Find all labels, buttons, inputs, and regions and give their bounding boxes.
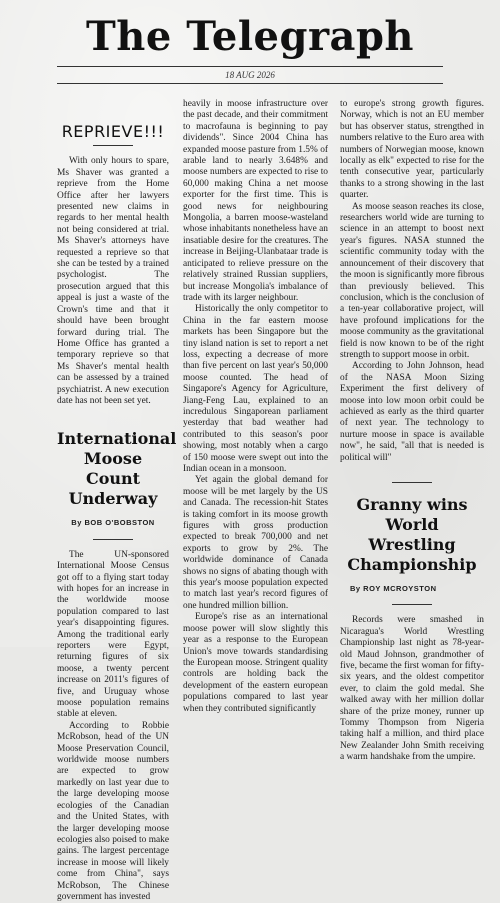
article-granny-body: Records were smashed in Nicaragua's World Wrestling Championship last night as 78-year-old Maud Johnson, grandmother of five, became the first woman for fifty-six years, and the oldest competitor ever, to claim the gold medal. She walked away with her million dollar share of the prize money, runner up Tommy Thompson from Nigeria taking half a million, and third place New Zealander John Smith receiving a warm handshake from the umpire. bbox=[340, 615, 484, 763]
divider bbox=[392, 482, 432, 483]
masthead-rule-bottom bbox=[57, 83, 443, 84]
article-moose-paragraph: As moose season reaches its close, researchers world wide are turning to science in an attempt to boost next year's figures. NASA stunned the scientific community today with the announcement of their discovery that the moon is significantly more fibrous than previously believed. This conclusion, which is the conclusion of a ten-year collaborative project, will have profound implications for the moose community as the gravitational field is now known to be of the right strength to support moose in orbit. bbox=[340, 201, 484, 360]
column-3 bbox=[340, 99, 484, 764]
divider bbox=[93, 539, 133, 540]
headline-moose-count: International Moose Count Underway bbox=[57, 429, 177, 509]
byline-moose: By BOB O'BOBSTON bbox=[71, 518, 155, 528]
headline-reprieve: REPRIEVE!!! bbox=[61, 122, 165, 141]
article-moose-paragraph: Historically the only competitor to China in the far eastern moose markets has been Singapore but the tiny island nation is set to report a net loss, expecting a decrease of more than five percent on last year's 50,000 moose counted. The head of Singapore's Agency for Agriculture, Jiang-Feng Lau, explained to an incredulous Singaporean parliament yesterday that bad weather had contributed to this season's poor showing, most notably when a cargo of 150 moose were swept out into the Indian ocean in a monsoon. bbox=[183, 304, 328, 474]
article-moose-paragraph: Yet again the global demand for moose will be met largely by the US and Canada. The recession-hit States is taking comfort in its moose growth figures with gross production expected to break 700,000 and net exports to grow by 2%. The worldwide dominance of Canada shows no signs of abating though with this year's moose population expected to match last year's record figures of one hundred million billion. bbox=[183, 475, 328, 611]
masthead-rule-top bbox=[57, 66, 443, 67]
article-moose-paragraph: The UN-sponsored International Moose Census got off to a flying start today with hopes for an increase in the worldwide moose population compared to last year's disappointing figures. Among the traditional early reporters were Egypt, returning figures of six moose, a twenty percent increase on 2011's figures of five, and Uruguay whose moose population remains stable at eleven. bbox=[57, 549, 169, 720]
masthead-title: The Telegraph bbox=[85, 13, 414, 60]
column-2 bbox=[183, 99, 328, 715]
article-moose-paragraph: heavily in moose infrastructure over the past decade, and their commitment to macrofauna is beginning to pay dividends". Since 2004 China has expanded moose pasture from 1.5% of arable land to nearly 3.648% and moose numbers are expected to rise to 60,000 making China a net moose exporter for the first time. This is good news for neighbouring Mongolia, a barren moose-wasteland whose inhabitants nonetheless have an insatiable desire for the creatures. The increase in Beijing-Ulanbataar trade is anticipated to relieve pressure on the relatively strained Russian suppliers, but increase Mongolia's imbalance of trade with its larger neighbour. bbox=[183, 99, 328, 303]
article-moose-paragraph: According to Robbie McRobson, head of the UN Moose Preservation Council, worldwide moose numbers are expected to grow markedly on last year due to the large developing moose ecologies of the Canadian and the United States, with the larger developing moose ecologies also poised to make gains. The largest percentage increase in moose will likely come from China", says McRobson, The Chinese government has invested bbox=[57, 720, 169, 902]
article-moose-paragraph: According to John Johnson, head of the NASA Moon Sizing Experiment the first delivery of moose into low moon orbit could be achieved as early as the third quarter of next year. The technology to nurture moose in space is available now", he said, "all that is needed is political will" bbox=[340, 361, 484, 463]
column-1 bbox=[57, 90, 177, 903]
divider bbox=[392, 604, 432, 605]
divider bbox=[93, 145, 133, 146]
byline-granny: By ROY MCROYSTON bbox=[350, 584, 437, 593]
headline-granny: Granny wins World Wrestling Championship bbox=[347, 495, 477, 574]
article-reprieve-body: With only hours to spare, Ms Shaver was granted a reprieve from the Home Office after her lawyers presented new claims in regards to her mental health not being considered at trial. Ms Shaver's attorneys have requested a reprieve so that she can be tested by a trained psychologist. The prosecution argued that this appeal is just a waste of the Crown's time and that it should have been brought forward during trial. The Home Office has granted a temporary reprieve so that Ms Shaver's mental health can be assessed by a trained psychiatrist. A new execution date has not been set yet. bbox=[57, 156, 169, 406]
article-moose-paragraph: Europe's rise as an international moose power will slow slightly this year as a response to the European Union's move towards standardising the European moose. Stringent quality controls are holding back the development of the eastern european populations compared to last year when they contributed significantly bbox=[183, 612, 328, 714]
article-moose-paragraph: to europe's strong growth figures. Norway, which is not an EU member but has observer status, strengthed in numbers relative to the Euro area with numbers of Norwegian moose, known locally as elk" expected to rise for the tenth consecutive year, particularly thanks to a strong showing in the last quarter. bbox=[340, 99, 484, 201]
issue-date: 18 AUG 2026 bbox=[225, 70, 275, 80]
